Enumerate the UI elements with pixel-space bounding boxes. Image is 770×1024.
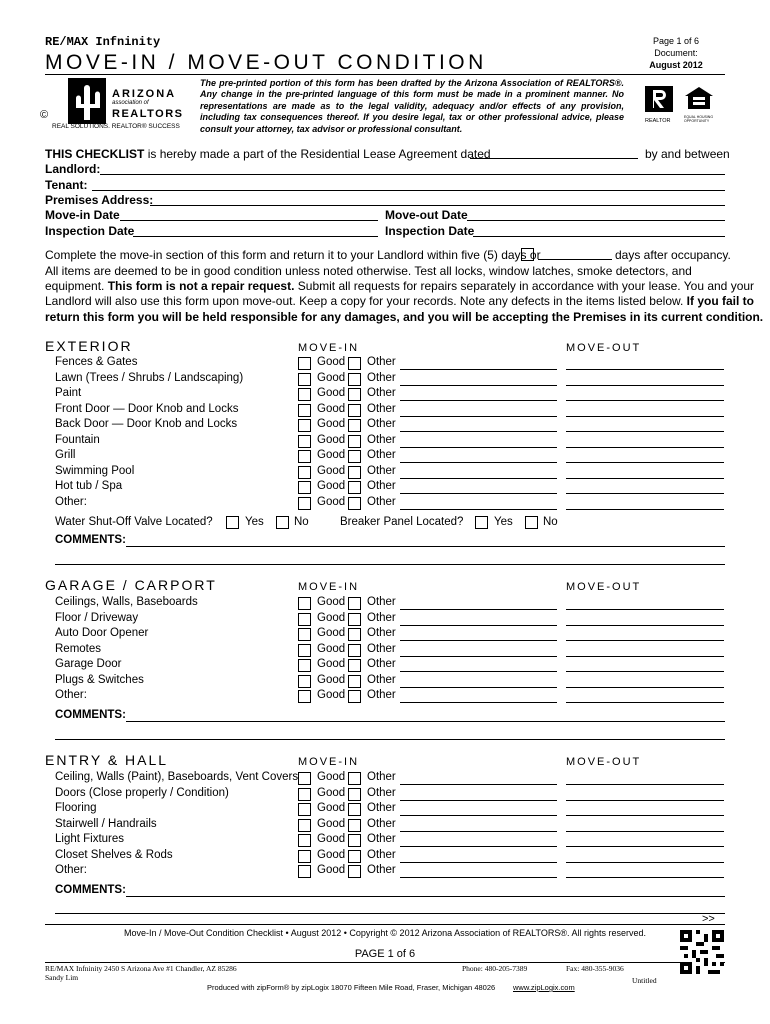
move-in-notes-field[interactable]	[400, 625, 557, 626]
move-out-notes-field[interactable]	[566, 656, 724, 657]
good-label: Good	[317, 658, 346, 670]
good-checkbox[interactable]	[298, 788, 311, 801]
entry-comments-label: COMMENTS:	[55, 884, 126, 896]
other-checkbox[interactable]	[348, 419, 361, 432]
page-number: Page 1 of 6	[652, 36, 700, 46]
exterior-item-label: Other:	[55, 495, 87, 508]
other-label: Other	[367, 864, 396, 876]
move-out-notes-field[interactable]	[566, 400, 724, 401]
entry-row	[0, 802, 770, 817]
other-checkbox[interactable]	[348, 435, 361, 448]
move-in-notes-field[interactable]	[400, 493, 557, 494]
para-1a: Complete the move-in section of this form and return it to your Landlord within five (5) days or	[45, 248, 541, 262]
water-valve-yes-checkbox[interactable]	[226, 516, 239, 529]
exterior-item-label: Paint	[55, 387, 82, 399]
water-valve-label: Water Shut-Off Valve Located?	[55, 516, 213, 528]
breaker-no-label: No	[543, 516, 558, 528]
good-label: Good	[317, 402, 346, 415]
entry-item-label: Ceiling, Walls (Paint), Baseboards, Vent Covers	[55, 771, 299, 783]
move-out-notes-field[interactable]	[566, 462, 724, 463]
premises-field[interactable]	[150, 205, 725, 206]
move-in-notes-field[interactable]	[400, 702, 557, 703]
move-out-date-label: Move-out Date	[385, 208, 468, 222]
good-label: Good	[317, 356, 346, 368]
para-4b: If you fail to	[686, 294, 755, 308]
para-line-4	[45, 294, 754, 308]
move-in-notes-field[interactable]	[400, 462, 557, 463]
move-in-notes-field[interactable]	[400, 400, 557, 401]
other-checkbox[interactable]	[348, 865, 361, 878]
days-checkbox[interactable]	[521, 248, 534, 261]
para-1b: days after occupancy.	[615, 248, 731, 262]
premises-label: Premises Address:	[45, 193, 154, 207]
move-out-notes-field[interactable]	[566, 416, 724, 417]
move-in-notes-field[interactable]	[400, 385, 557, 386]
exterior-comments-label: COMMENTS:	[55, 534, 126, 546]
good-label: Good	[317, 433, 346, 446]
good-checkbox[interactable]	[298, 497, 311, 510]
other-checkbox[interactable]	[348, 659, 361, 672]
garage-row	[0, 612, 770, 627]
garage-item-label: Other:	[55, 689, 87, 701]
other-label: Other	[367, 387, 396, 399]
landlord-field[interactable]	[100, 174, 725, 175]
other-label: Other	[367, 495, 396, 508]
tenant-field[interactable]	[92, 190, 725, 191]
exterior-row	[0, 496, 770, 511]
garage-item-label: Plugs & Switches	[55, 673, 144, 686]
good-checkbox[interactable]	[298, 850, 311, 863]
good-label: Good	[317, 848, 346, 861]
para-3b: This form is not a repair request.	[107, 279, 295, 293]
entry-title: ENTRY & HALL	[45, 752, 169, 768]
exterior-row	[0, 372, 770, 387]
good-checkbox[interactable]	[298, 613, 311, 626]
other-label: Other	[367, 642, 396, 655]
logo-realtors-text: REALTORS	[112, 108, 184, 120]
good-label: Good	[317, 449, 346, 461]
equal-housing-icon	[684, 86, 714, 110]
move-out-notes-field[interactable]	[566, 625, 724, 626]
move-out-notes-field[interactable]	[566, 609, 724, 610]
other-label: Other	[367, 371, 396, 384]
logo-copyright: ©	[40, 109, 49, 121]
other-label: Other	[367, 433, 396, 446]
exterior-title: EXTERIOR	[45, 338, 133, 354]
good-checkbox[interactable]	[298, 690, 311, 703]
exterior-move-in-head: MOVE-IN	[298, 342, 360, 354]
other-checkbox[interactable]	[348, 788, 361, 801]
good-checkbox[interactable]	[298, 481, 311, 494]
garage-row	[0, 627, 770, 642]
other-label: Other	[367, 833, 396, 845]
document-label: Document:	[654, 48, 698, 58]
logo-tagline: REAL SOLUTIONS. REALTOR® SUCCESS	[52, 123, 180, 130]
good-checkbox[interactable]	[298, 450, 311, 463]
entry-row	[0, 849, 770, 864]
other-label: Other	[367, 689, 396, 701]
other-label: Other	[367, 786, 396, 799]
exterior-item-label: Back Door — Door Knob and Locks	[55, 418, 238, 430]
good-checkbox[interactable]	[298, 644, 311, 657]
entry-item-label: Closet Shelves & Rods	[55, 848, 173, 861]
move-in-notes-field[interactable]	[400, 831, 557, 832]
footer-page-number: PAGE 1 of 6	[354, 948, 416, 960]
other-checkbox[interactable]	[348, 373, 361, 386]
exterior-item-label: Grill	[55, 449, 76, 461]
good-label: Good	[317, 611, 346, 624]
other-label: Other	[367, 771, 396, 783]
move-out-notes-field[interactable]	[566, 431, 724, 432]
other-label: Other	[367, 658, 396, 670]
good-label: Good	[317, 464, 346, 477]
equal-housing-logo	[684, 86, 718, 123]
good-checkbox[interactable]	[298, 659, 311, 672]
good-label: Good	[317, 627, 346, 639]
entry-item-label: Flooring	[55, 802, 97, 814]
other-checkbox[interactable]	[348, 834, 361, 847]
move-in-notes-field[interactable]	[400, 800, 557, 801]
garage-comments-label: COMMENTS:	[55, 709, 126, 721]
entry-row	[0, 864, 770, 879]
garage-item-label: Garage Door	[55, 658, 122, 670]
move-out-notes-field[interactable]	[566, 862, 724, 863]
footer-copyright: Move-In / Move-Out Condition Checklist • August 2012 • Copyright © 2012 Arizona Association of REALTORS®. All rights reserved.	[124, 928, 646, 938]
arizona-realtors-logo	[40, 76, 188, 134]
logo-assoc-text: association of	[112, 100, 149, 106]
move-out-notes-field[interactable]	[566, 447, 724, 448]
other-checkbox[interactable]	[348, 497, 361, 510]
other-label: Other	[367, 480, 396, 492]
other-label: Other	[367, 817, 396, 830]
good-label: Good	[317, 833, 346, 845]
other-checkbox[interactable]	[348, 481, 361, 494]
good-label: Good	[317, 689, 346, 701]
garage-comments-field-2[interactable]	[55, 739, 725, 740]
water-valve-no-label: No	[294, 516, 309, 528]
move-in-notes-field[interactable]	[400, 478, 557, 479]
footer-broker: RE/MAX Infninity 2450 S Arizona Ave #1 Chandler, AZ 85286	[45, 964, 237, 973]
other-label: Other	[367, 627, 396, 639]
good-checkbox[interactable]	[298, 373, 311, 386]
other-checkbox[interactable]	[348, 357, 361, 370]
other-checkbox[interactable]	[348, 628, 361, 641]
garage-row	[0, 643, 770, 658]
good-label: Good	[317, 642, 346, 655]
good-checkbox[interactable]	[298, 865, 311, 878]
good-checkbox[interactable]	[298, 404, 311, 417]
other-checkbox[interactable]	[348, 466, 361, 479]
exterior-move-out-head: MOVE-OUT	[566, 342, 642, 354]
breaker-label: Breaker Panel Located?	[340, 516, 464, 528]
header-rule	[45, 74, 725, 75]
entry-row	[0, 833, 770, 848]
good-label: Good	[317, 480, 346, 492]
exterior-item-label: Fences & Gates	[55, 356, 138, 368]
garage-item-label: Ceilings, Walls, Baseboards	[55, 596, 198, 608]
para-line-1	[45, 248, 541, 262]
exterior-item-label: Swimming Pool	[55, 464, 135, 477]
move-in-notes-field[interactable]	[400, 656, 557, 657]
footer-produced: Produced with zipForm® by zipLogix 18070 Fifteen Mile Road, Fraser, Michigan 48026	[207, 983, 496, 992]
other-checkbox[interactable]	[348, 388, 361, 401]
other-label: Other	[367, 673, 396, 686]
breaker-no-checkbox[interactable]	[525, 516, 538, 529]
move-in-notes-field[interactable]	[400, 687, 557, 688]
other-checkbox[interactable]	[348, 675, 361, 688]
move-out-notes-field[interactable]	[566, 640, 724, 641]
checklist-line	[45, 147, 491, 161]
para-3a: equipment.	[45, 279, 105, 293]
disclaimer-text: The pre-printed portion of this form has been drafted by the Arizona Association of REALTORS®. Any change in the pre-printed language of this form must be made in a prominent manner. No representations are made as to the legal validity, adequacy and/or effects of any provision, including tax consequences thereof. If you desire legal, tax or other professional advice, please consult your attorney, tax advisor or professional consultant.	[200, 78, 624, 134]
exterior-row	[0, 434, 770, 449]
exterior-row	[0, 418, 770, 433]
para-3c: Submit all requests for repairs separately in accordance with your lease. You and your	[297, 279, 755, 293]
other-checkbox[interactable]	[348, 404, 361, 417]
good-label: Good	[317, 371, 346, 384]
footer-untitled: Untitled	[632, 976, 657, 985]
move-in-notes-field[interactable]	[400, 862, 557, 863]
exterior-row	[0, 465, 770, 480]
water-valve-yes-label: Yes	[245, 516, 264, 528]
page-title: MOVE-IN / MOVE-OUT CONDITION	[45, 51, 487, 74]
exterior-row	[0, 449, 770, 464]
move-in-notes-field[interactable]	[400, 784, 557, 785]
other-checkbox[interactable]	[348, 819, 361, 832]
other-label: Other	[367, 464, 396, 477]
move-in-notes-field[interactable]	[400, 431, 557, 432]
good-checkbox[interactable]	[298, 834, 311, 847]
next-page-arrows[interactable]: >>	[702, 913, 715, 925]
other-checkbox[interactable]	[348, 597, 361, 610]
entry-move-out-head: MOVE-OUT	[566, 756, 642, 768]
move-out-notes-field[interactable]	[566, 800, 724, 801]
entry-row	[0, 771, 770, 786]
good-label: Good	[317, 771, 346, 783]
good-checkbox[interactable]	[298, 419, 311, 432]
move-out-notes-field[interactable]	[566, 493, 724, 494]
other-label: Other	[367, 596, 396, 608]
footer-url[interactable]: www.zipLogix.com	[513, 983, 575, 992]
other-checkbox[interactable]	[348, 690, 361, 703]
move-in-date-field[interactable]	[120, 220, 378, 221]
logo-arizona-text: ARIZONA	[112, 88, 177, 100]
garage-item-label: Auto Door Opener	[55, 627, 149, 639]
footer-phone: Phone: 480-205-7389	[462, 964, 528, 973]
garage-move-out-head: MOVE-OUT	[566, 581, 642, 593]
move-out-notes-field[interactable]	[566, 509, 724, 510]
other-checkbox[interactable]	[348, 644, 361, 657]
good-checkbox[interactable]	[298, 597, 311, 610]
other-label: Other	[367, 848, 396, 861]
exterior-item-label: Fountain	[55, 433, 100, 446]
other-label: Other	[367, 802, 396, 814]
good-label: Good	[317, 673, 346, 686]
garage-row	[0, 596, 770, 611]
garage-row	[0, 658, 770, 673]
good-checkbox[interactable]	[298, 388, 311, 401]
garage-title: GARAGE / CARPORT	[45, 577, 217, 593]
exterior-item-label: Lawn (Trees / Shrubs / Landscaping)	[55, 371, 244, 384]
company-name: RE/MAX Infninity	[45, 35, 161, 49]
good-checkbox[interactable]	[298, 772, 311, 785]
exterior-comments-field-1[interactable]	[126, 546, 725, 547]
good-checkbox[interactable]	[298, 675, 311, 688]
cactus-icon	[68, 78, 106, 124]
footer-agent: Sandy Lim	[45, 973, 79, 982]
other-label: Other	[367, 611, 396, 624]
garage-row	[0, 674, 770, 689]
inspection-date-field-2[interactable]	[473, 236, 725, 237]
by-and-between: by and between	[645, 147, 730, 161]
other-checkbox[interactable]	[348, 450, 361, 463]
entry-item-label: Doors (Close properly / Condition)	[55, 786, 229, 799]
qr-code-icon	[680, 930, 724, 974]
exterior-row	[0, 356, 770, 371]
entry-item-label: Other:	[55, 864, 87, 876]
move-in-date-label: Move-in Date	[45, 208, 120, 222]
exterior-item-label: Front Door — Door Knob and Locks	[55, 402, 239, 415]
move-out-notes-field[interactable]	[566, 784, 724, 785]
breaker-yes-label: Yes	[494, 516, 513, 528]
exterior-row	[0, 403, 770, 418]
other-label: Other	[367, 356, 396, 368]
landlord-label: Landlord:	[45, 162, 101, 176]
move-out-notes-field[interactable]	[566, 385, 724, 386]
other-checkbox[interactable]	[348, 803, 361, 816]
move-in-notes-field[interactable]	[400, 509, 557, 510]
move-out-notes-field[interactable]	[566, 478, 724, 479]
move-out-notes-field[interactable]	[566, 369, 724, 370]
good-label: Good	[317, 418, 346, 430]
eho-text: EQUAL HOUSING OPPORTUNITY	[684, 115, 714, 123]
water-valve-no-checkbox[interactable]	[276, 516, 289, 529]
garage-comments-field-1[interactable]	[126, 721, 725, 722]
inspection-date-label-2: Inspection Date	[385, 224, 475, 238]
para-line-5: return this form you will be held responsible for any damages, and you will be accepting the Premises in its current condition.	[45, 310, 764, 324]
move-out-notes-field[interactable]	[566, 846, 724, 847]
good-checkbox[interactable]	[298, 357, 311, 370]
other-checkbox[interactable]	[348, 613, 361, 626]
move-in-notes-field[interactable]	[400, 369, 557, 370]
good-label: Good	[317, 817, 346, 830]
inspection-date-field-1[interactable]	[133, 236, 378, 237]
move-out-notes-field[interactable]	[566, 687, 724, 688]
other-checkbox[interactable]	[348, 772, 361, 785]
breaker-yes-checkbox[interactable]	[475, 516, 488, 529]
good-label: Good	[317, 786, 346, 799]
move-out-notes-field[interactable]	[566, 671, 724, 672]
good-label: Good	[317, 864, 346, 876]
para-4a: Landlord will also use this form upon move-out. Keep a copy for your records. Note any defects in the items listed below.	[45, 294, 684, 308]
document-date: August 2012	[649, 60, 703, 70]
page-info	[626, 35, 726, 71]
good-checkbox[interactable]	[298, 803, 311, 816]
good-checkbox[interactable]	[298, 435, 311, 448]
garage-move-in-head: MOVE-IN	[298, 581, 360, 593]
tenant-label: Tenant:	[45, 178, 88, 192]
good-checkbox[interactable]	[298, 819, 311, 832]
footer-rule	[45, 924, 725, 925]
move-out-date-field[interactable]	[467, 220, 725, 221]
inspection-date-label-1: Inspection Date	[45, 224, 135, 238]
good-checkbox[interactable]	[298, 628, 311, 641]
garage-row	[0, 689, 770, 704]
realtor-r-logo	[645, 86, 673, 124]
checklist-bold: THIS CHECKLIST	[45, 147, 145, 161]
entry-row	[0, 818, 770, 833]
garage-item-label: Remotes	[55, 642, 102, 655]
move-in-notes-field[interactable]	[400, 447, 557, 448]
exterior-row	[0, 387, 770, 402]
good-label: Good	[317, 387, 346, 399]
exterior-row	[0, 480, 770, 495]
realtor-r-icon	[645, 86, 673, 112]
para-line-3	[45, 279, 754, 293]
garage-item-label: Floor / Driveway	[55, 611, 139, 624]
entry-item-label: Light Fixtures	[55, 833, 125, 845]
entry-move-in-head: MOVE-IN	[298, 756, 360, 768]
exterior-item-label: Hot tub / Spa	[55, 480, 123, 492]
entry-row	[0, 787, 770, 802]
move-in-notes-field[interactable]	[400, 640, 557, 641]
realtor-text: REALTOR	[645, 118, 671, 124]
move-out-notes-field[interactable]	[566, 877, 724, 878]
move-in-notes-field[interactable]	[400, 609, 557, 610]
good-label: Good	[317, 596, 346, 608]
other-label: Other	[367, 402, 396, 415]
good-label: Good	[317, 802, 346, 814]
move-in-notes-field[interactable]	[400, 846, 557, 847]
footer-fax: Fax: 480-355-9036	[566, 964, 624, 973]
good-checkbox[interactable]	[298, 466, 311, 479]
move-in-notes-field[interactable]	[400, 416, 557, 417]
other-label: Other	[367, 418, 396, 430]
checklist-text: is hereby made a part of the Residential Lease Agreement dated	[147, 147, 491, 161]
entry-item-label: Stairwell / Handrails	[55, 817, 157, 830]
para-line-2: All items are deemed to be in good condition unless noted otherwise. Test all locks, window latches, smoke detectors, and	[45, 264, 692, 278]
footer-rule-2	[45, 962, 725, 963]
good-label: Good	[317, 495, 346, 508]
lease-date-field[interactable]	[470, 158, 638, 159]
days-field[interactable]	[538, 259, 612, 260]
move-out-notes-field[interactable]	[566, 815, 724, 816]
move-out-notes-field[interactable]	[566, 831, 724, 832]
move-in-notes-field[interactable]	[400, 877, 557, 878]
exterior-comments-field-2[interactable]	[55, 564, 725, 565]
other-checkbox[interactable]	[348, 850, 361, 863]
entry-comments-field-2[interactable]	[55, 913, 725, 914]
entry-comments-field-1[interactable]	[126, 896, 725, 897]
move-in-notes-field[interactable]	[400, 671, 557, 672]
other-label: Other	[367, 449, 396, 461]
move-out-notes-field[interactable]	[566, 702, 724, 703]
move-in-notes-field[interactable]	[400, 815, 557, 816]
